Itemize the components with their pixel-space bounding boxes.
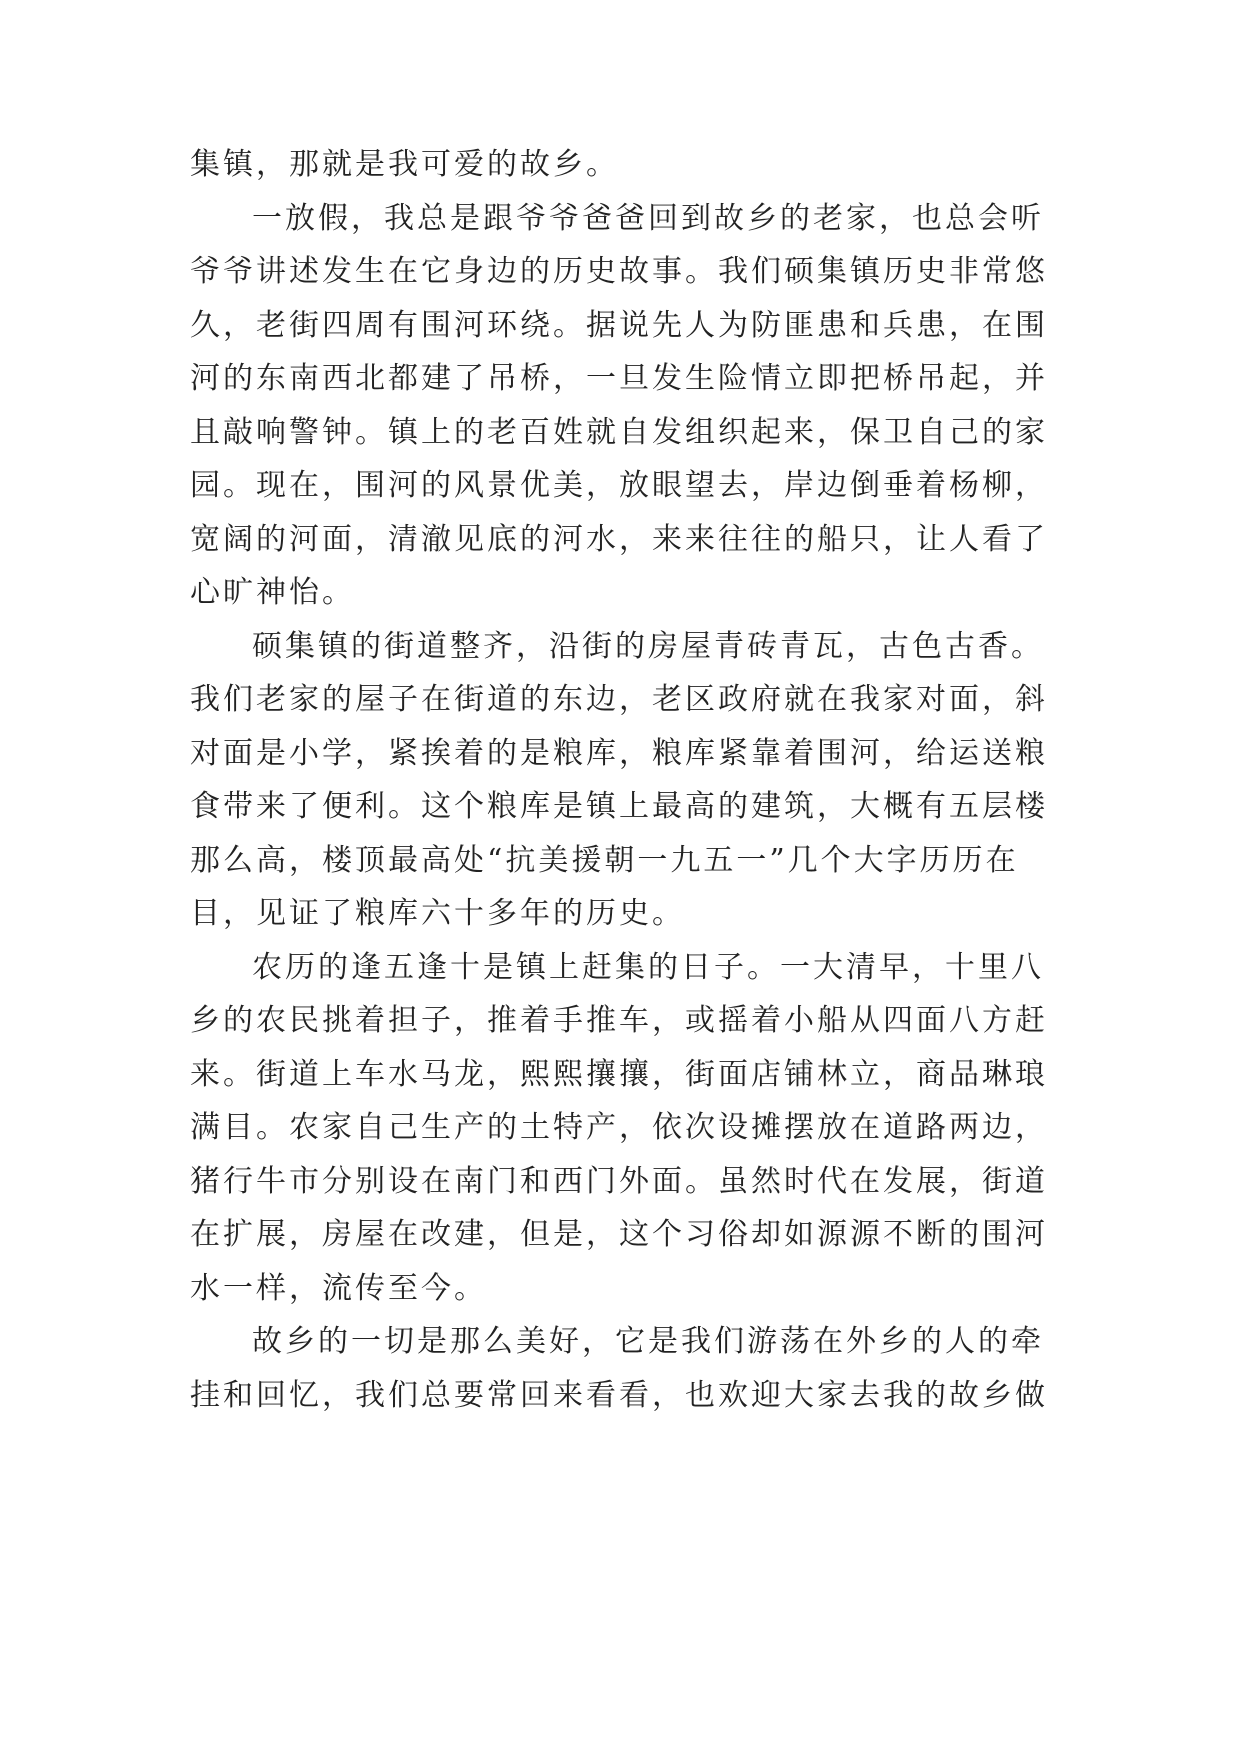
document-page [190,138,1150,1422]
text-line: 食带来了便利。这个粮库是镇上最高的建筑，大概有五层楼 [190,789,1048,824]
text-line: 乡的农民挑着担子，推着手推车，或摇着小船从四面八方赶 [190,1003,1048,1038]
paragraph [190,1315,1150,1422]
text-line: 水一样，流传至今。 [190,1270,487,1306]
text-line: 宽阔的河面，清澈见底的河水，来来往往的船只，让人看了 [190,521,1048,557]
text-line: 集镇，那就是我可爱的故乡。 [190,147,619,182]
text-line: 对面是小学，紧挨着的是粮库，粮库紧靠着围河，给运送粮 [190,735,1048,771]
text-line: 故乡的一切是那么美好，它是我们游荡在外乡的人的牵 [252,1324,1044,1359]
text-line: 硕集镇的街道整齐，沿街的房屋青砖青瓦，古色古香。 [252,628,1044,664]
paragraph [190,192,1150,620]
paragraph [190,941,1150,1316]
text-line: 一放假，我总是跟爷爷爸爸回到故乡的老家，也总会听 [252,200,1044,236]
text-line: 目，见证了粮库六十多年的历史。 [190,896,685,931]
text-line: 我们老家的屋子在街道的东边，老区政府就在我家对面，斜 [190,682,1048,717]
text-line: 园。现在，围河的风景优美，放眼望去，岸边倒垂着杨柳， [190,468,1048,503]
text-line: 那么高，楼顶最高处“抗美援朝一九五一”几个大字历历在 [190,842,1019,878]
text-line: 久，老街四周有围河环绕。据说先人为防匪患和兵患，在围 [190,307,1048,343]
text-line: 猪行牛市分别设在南门和西门外面。虽然时代在发展，街道 [190,1163,1048,1199]
text-line: 来。街道上车水马龙，熙熙攘攘，街面店铺林立，商品琳琅 [190,1056,1048,1092]
text-line: 且敲响警钟。镇上的老百姓就自发组织起来，保卫自己的家 [190,414,1048,450]
text-line: 心旷神怡。 [190,575,355,610]
paragraph [190,620,1150,941]
text-line: 在扩展，房屋在改建，但是，这个习俗却如源源不断的围河 [190,1217,1048,1252]
text-line: 挂和回忆，我们总要常回来看看，也欢迎大家去我的故乡做 [190,1377,1048,1413]
text-line: 河的东南西北都建了吊桥，一旦发生险情立即把桥吊起，并 [190,361,1048,396]
text-line: 爷爷讲述发生在它身边的历史故事。我们硕集镇历史非常悠 [190,254,1048,289]
text-line: 农历的逢五逢十是镇上赶集的日子。一大清早，十里八 [252,949,1044,985]
paragraph [190,138,1150,192]
text-line: 满目。农家自己生产的土特产，依次设摊摆放在道路两边， [190,1110,1048,1145]
